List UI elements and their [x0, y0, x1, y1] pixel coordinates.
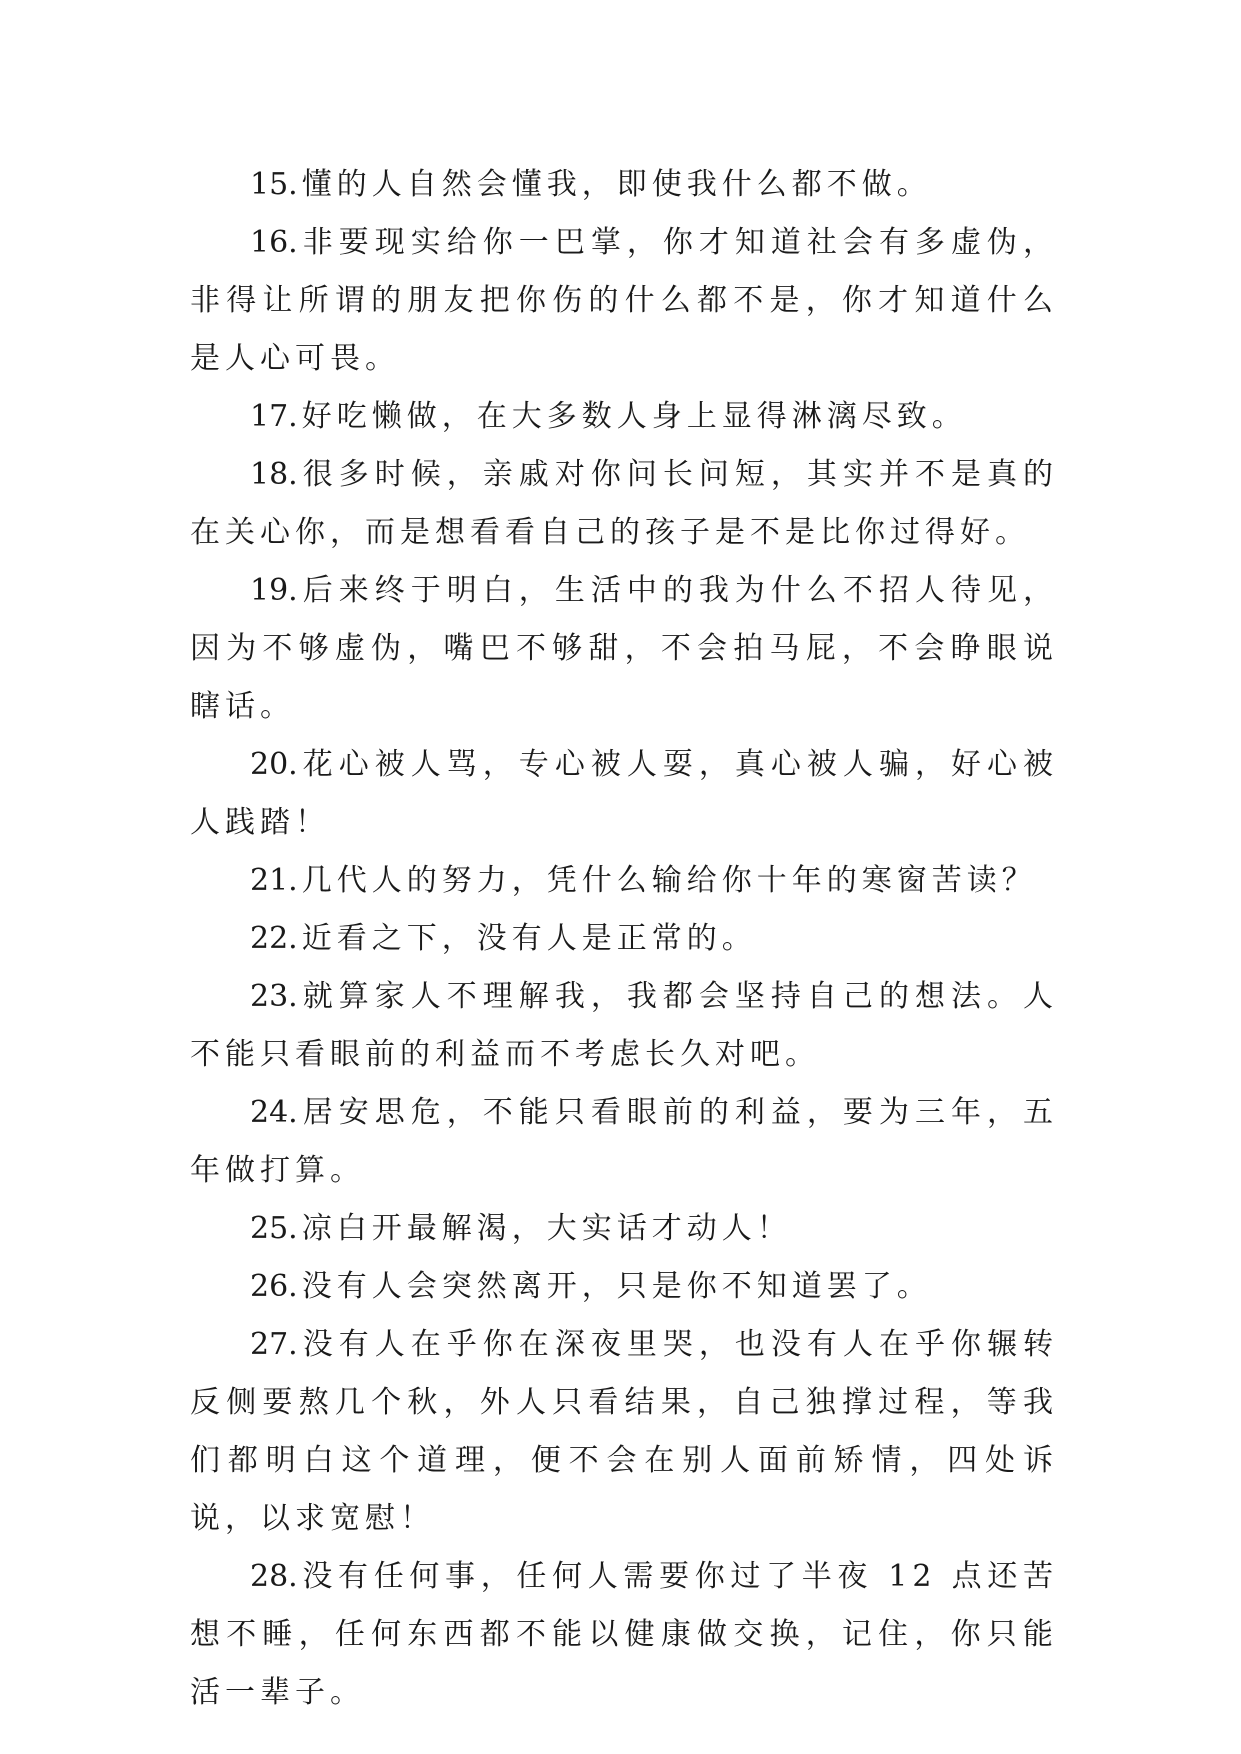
paragraph-text: 几代人的努力，凭什么输给你十年的寒窗苦读？: [301, 863, 1037, 898]
paragraph-25: [190, 1200, 1058, 1258]
paragraph-26: [190, 1258, 1058, 1316]
paragraph-number: 26.: [250, 1269, 298, 1304]
paragraph-16: [190, 214, 1058, 388]
paragraph-number: 27.: [250, 1327, 298, 1362]
paragraph-17: [190, 388, 1058, 446]
paragraph-number: 20.: [250, 747, 298, 782]
paragraph-text: 居安思危，不能只看眼前的利益，要为三年，五年做打算。: [190, 1095, 1058, 1188]
paragraph-number: 21.: [250, 863, 298, 898]
paragraph-text: 凉白开最解渴，大实话才动人！: [301, 1211, 792, 1246]
paragraph-number: 19.: [250, 573, 298, 608]
paragraph-number: 23.: [250, 979, 298, 1014]
paragraph-text: 就算家人不理解我，我都会坚持自己的想法。人不能只看眼前的利益而不考虑长久对吧。: [190, 979, 1058, 1072]
paragraph-text: 花心被人骂，专心被人耍，真心被人骗，好心被人践踏！: [190, 747, 1058, 840]
paragraph-28: [190, 1548, 1058, 1722]
paragraph-number: 18.: [250, 457, 298, 492]
paragraph-text: 好吃懒做，在大多数人身上显得淋漓尽致。: [301, 399, 967, 434]
paragraph-22: [190, 910, 1058, 968]
paragraph-27: [190, 1316, 1058, 1548]
paragraph-number: 17.: [250, 399, 298, 434]
document-body: [190, 156, 1058, 1722]
paragraph-text: 近看之下，没有人是正常的。: [301, 921, 757, 956]
paragraph-text: 懂的人自然会懂我，即使我什么都不做。: [301, 167, 932, 202]
paragraph-number: 24.: [250, 1095, 298, 1130]
paragraph-text: 没有人会突然离开，只是你不知道罢了。: [301, 1269, 932, 1304]
paragraph-number: 16.: [250, 225, 298, 260]
paragraph-text: 非要现实给你一巴掌，你才知道社会有多虚伪，非得让所谓的朋友把你伤的什么都不是，你才知道什么是人心可畏。: [190, 225, 1058, 376]
paragraph-20: [190, 736, 1058, 852]
paragraph-23: [190, 968, 1058, 1084]
paragraph-text: 很多时候，亲戚对你问长问短，其实并不是真的在关心你，而是想看看自己的孩子是不是比你过得好。: [190, 457, 1058, 550]
paragraph-15: [190, 156, 1058, 214]
paragraph-text: 后来终于明白，生活中的我为什么不招人待见，因为不够虚伪，嘴巴不够甜，不会拍马屁，不会睁眼说瞎话。: [190, 573, 1058, 724]
paragraph-18: [190, 446, 1058, 562]
paragraph-21: [190, 852, 1058, 910]
paragraph-text: 没有任何事，任何人需要你过了半夜 12 点还苦想不睡，任何东西都不能以健康做交换，记住，你只能活一辈子。: [190, 1559, 1058, 1710]
paragraph-number: 22.: [250, 921, 298, 956]
paragraph-text: 没有人在乎你在深夜里哭，也没有人在乎你辗转反侧要熬几个秋，外人只看结果，自己独撑过程，等我们都明白这个道理，便不会在别人面前矫情，四处诉说，以求宽慰！: [190, 1327, 1058, 1536]
paragraph-number: 25.: [250, 1211, 298, 1246]
paragraph-number: 15.: [250, 167, 298, 202]
paragraph-19: [190, 562, 1058, 736]
paragraph-number: 28.: [250, 1559, 298, 1594]
paragraph-24: [190, 1084, 1058, 1200]
